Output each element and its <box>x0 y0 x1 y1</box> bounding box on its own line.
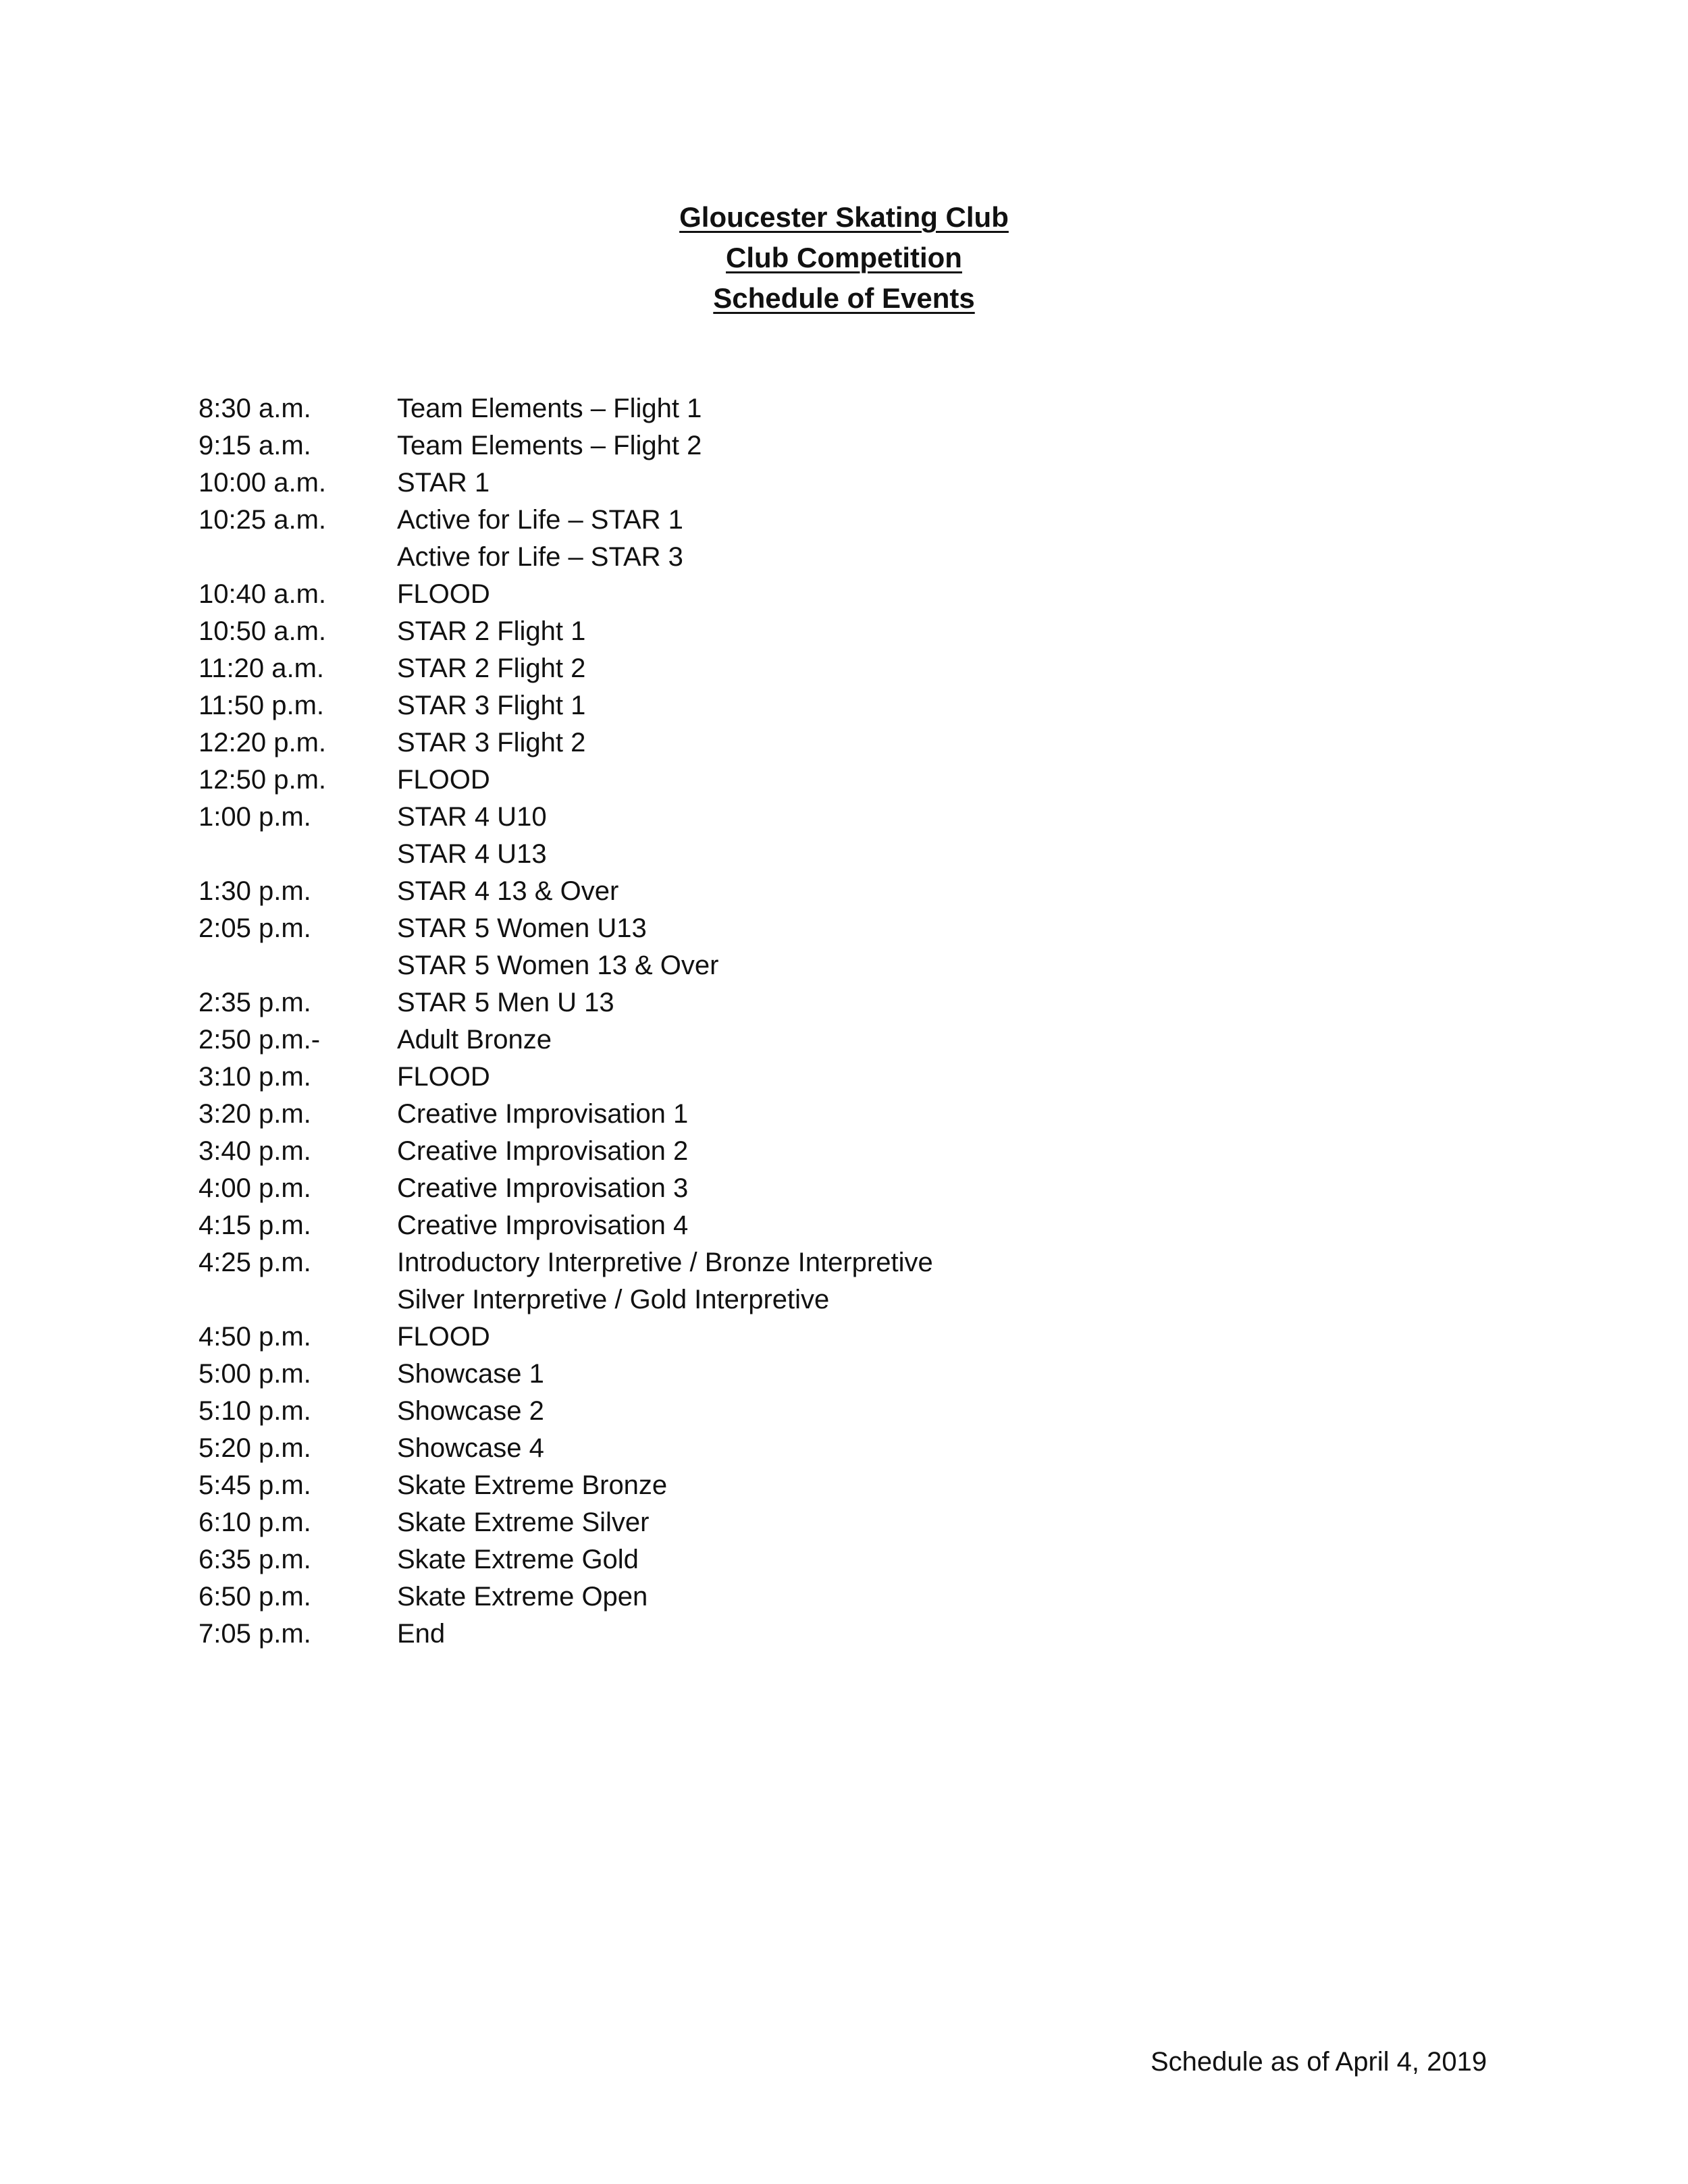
schedule-event: STAR 3 Flight 2 <box>397 728 586 757</box>
competition-heading <box>0 238 1688 278</box>
schedule-row <box>199 1504 1414 1541</box>
schedule-time: 3:40 p.m. <box>199 1136 311 1166</box>
schedule-row <box>199 1430 1414 1467</box>
schedule-row <box>199 1207 1414 1244</box>
schedule-event: STAR 4 U13 <box>397 839 547 869</box>
schedule-event: Skate Extreme Open <box>397 1582 648 1612</box>
schedule-row <box>199 464 1414 502</box>
schedule-row <box>199 1578 1414 1616</box>
schedule-event: FLOOD <box>397 579 490 609</box>
schedule-row <box>199 650 1414 687</box>
schedule-time: 1:00 p.m. <box>199 802 311 832</box>
schedule-row <box>199 1059 1414 1096</box>
schedule-row <box>199 1170 1414 1207</box>
schedule-row <box>199 947 1414 984</box>
schedule-event: Active for Life – STAR 1 <box>397 505 683 535</box>
schedule-row <box>199 762 1414 799</box>
schedule-row <box>199 1133 1414 1170</box>
schedule-row <box>199 1096 1414 1133</box>
schedule-event: STAR 5 Women U13 <box>397 913 647 943</box>
schedule-time: 4:00 p.m. <box>199 1173 311 1203</box>
schedule-row <box>199 576 1414 613</box>
club-name-text: Gloucester Skating Club <box>679 201 1009 233</box>
schedule-event: Introductory Interpretive / Bronze Interpretive <box>397 1248 933 1277</box>
schedule-row <box>199 390 1414 427</box>
schedule-row <box>199 836 1414 873</box>
schedule-row <box>199 910 1414 947</box>
schedule-row <box>199 427 1414 464</box>
schedule-event: Skate Extreme Bronze <box>397 1470 668 1500</box>
schedule-date-note: Schedule as of April 4, 2019 <box>1151 2047 1487 2077</box>
schedule-time: 6:50 p.m. <box>199 1582 311 1612</box>
schedule-title-text: Schedule of Events <box>713 282 975 314</box>
schedule-event: STAR 5 Men U 13 <box>397 988 614 1017</box>
schedule-event: FLOOD <box>397 765 490 795</box>
schedule-event: Adult Bronze <box>397 1025 552 1055</box>
schedule-event: Skate Extreme Silver <box>397 1508 650 1537</box>
schedule-event: FLOOD <box>397 1322 490 1352</box>
schedule-time: 12:50 p.m. <box>199 765 327 795</box>
schedule-time: 10:00 a.m. <box>199 468 327 498</box>
schedule-event: STAR 4 13 & Over <box>397 876 619 906</box>
schedule-event: Creative Improvisation 3 <box>397 1173 689 1203</box>
schedule-time: 4:50 p.m. <box>199 1322 311 1352</box>
schedule-row <box>199 1244 1414 1281</box>
schedule-time: 11:50 p.m. <box>199 691 325 720</box>
schedule-row <box>199 1467 1414 1504</box>
schedule-event: STAR 1 <box>397 468 490 498</box>
schedule-row <box>199 1319 1414 1356</box>
schedule-time: 11:20 a.m. <box>199 654 325 683</box>
schedule-time: 6:35 p.m. <box>199 1545 311 1574</box>
club-name-heading <box>0 197 1688 238</box>
schedule-event: STAR 4 U10 <box>397 802 547 832</box>
schedule-row <box>199 1616 1414 1653</box>
schedule-event: STAR 3 Flight 1 <box>397 691 586 720</box>
document-header <box>0 197 1688 319</box>
schedule-list <box>199 390 1414 1653</box>
schedule-time: 8:30 a.m. <box>199 394 311 423</box>
schedule-time: 2:35 p.m. <box>199 988 311 1017</box>
schedule-row <box>199 1393 1414 1430</box>
competition-text: Club Competition <box>726 242 962 273</box>
schedule-row <box>199 1356 1414 1393</box>
schedule-event: STAR 2 Flight 1 <box>397 616 586 646</box>
schedule-time: 5:45 p.m. <box>199 1470 311 1500</box>
schedule-row <box>199 984 1414 1021</box>
schedule-event: Team Elements – Flight 2 <box>397 431 702 460</box>
schedule-time: 5:10 p.m. <box>199 1396 311 1426</box>
schedule-event: Showcase 4 <box>397 1433 544 1463</box>
schedule-row <box>199 724 1414 762</box>
schedule-event: Creative Improvisation 1 <box>397 1099 689 1129</box>
schedule-time: 10:40 a.m. <box>199 579 327 609</box>
schedule-row <box>199 613 1414 650</box>
schedule-time: 1:30 p.m. <box>199 876 311 906</box>
schedule-event: End <box>397 1619 446 1649</box>
schedule-time: 5:00 p.m. <box>199 1359 311 1389</box>
schedule-event: Active for Life – STAR 3 <box>397 542 683 572</box>
schedule-row <box>199 539 1414 576</box>
schedule-event: Skate Extreme Gold <box>397 1545 639 1574</box>
schedule-row <box>199 687 1414 724</box>
schedule-event: Silver Interpretive / Gold Interpretive <box>397 1285 830 1314</box>
schedule-row <box>199 1541 1414 1578</box>
schedule-time: 6:10 p.m. <box>199 1508 311 1537</box>
schedule-time: 4:25 p.m. <box>199 1248 311 1277</box>
schedule-time: 4:15 p.m. <box>199 1210 311 1240</box>
schedule-row <box>199 1281 1414 1319</box>
schedule-time: 7:05 p.m. <box>199 1619 311 1649</box>
schedule-heading <box>0 278 1688 319</box>
schedule-time: 5:20 p.m. <box>199 1433 311 1463</box>
schedule-time: 10:50 a.m. <box>199 616 327 646</box>
schedule-time: 12:20 p.m. <box>199 728 327 757</box>
schedule-event: STAR 5 Women 13 & Over <box>397 951 719 980</box>
schedule-event: STAR 2 Flight 2 <box>397 654 586 683</box>
schedule-time: 2:50 p.m.- <box>199 1025 321 1055</box>
schedule-event: Showcase 1 <box>397 1359 544 1389</box>
schedule-row <box>199 1021 1414 1059</box>
schedule-event: Creative Improvisation 2 <box>397 1136 689 1166</box>
schedule-event: Team Elements – Flight 1 <box>397 394 702 423</box>
schedule-time: 10:25 a.m. <box>199 505 327 535</box>
schedule-time: 3:10 p.m. <box>199 1062 311 1092</box>
schedule-time: 3:20 p.m. <box>199 1099 311 1129</box>
schedule-row <box>199 502 1414 539</box>
schedule-row <box>199 799 1414 836</box>
schedule-time: 9:15 a.m. <box>199 431 311 460</box>
schedule-row <box>199 873 1414 910</box>
schedule-event: FLOOD <box>397 1062 490 1092</box>
schedule-event: Creative Improvisation 4 <box>397 1210 689 1240</box>
schedule-event: Showcase 2 <box>397 1396 544 1426</box>
schedule-time: 2:05 p.m. <box>199 913 311 943</box>
